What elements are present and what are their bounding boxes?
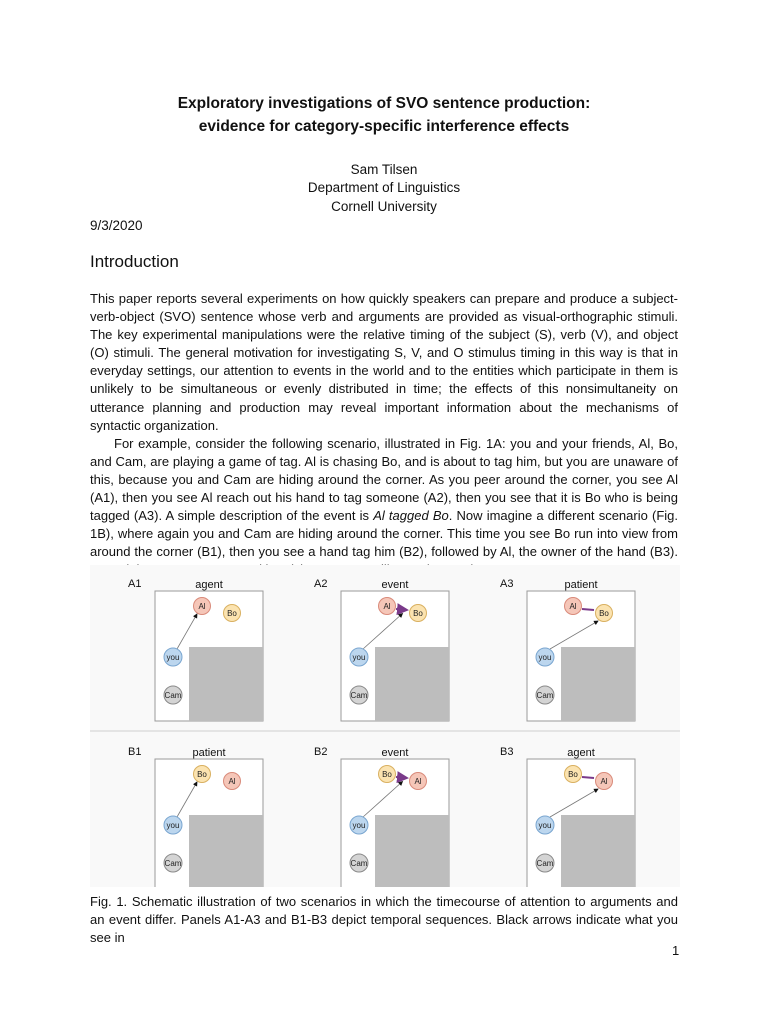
panel-b1-bo-text: Bo [197, 770, 207, 779]
figure-1-canvas [90, 565, 680, 887]
panel-a3-al-text: Al [569, 602, 577, 611]
panel-b3-wall [561, 815, 635, 887]
paragraph-2 [90, 435, 678, 580]
author-university: Cornell University [331, 199, 437, 214]
panel-a3-tag-arrow [582, 609, 594, 610]
panel-b1-cam-text: Cam [164, 859, 182, 868]
panel-b3-label: agent [567, 747, 595, 759]
section-heading: Introduction [90, 252, 179, 271]
panel-b1-id: B1 [128, 746, 142, 758]
panel-a1-al-text: Al [198, 602, 206, 611]
panel-a1-id: A1 [128, 578, 142, 590]
paragraph-2-part-1: For example, consider the following scenario, illustrated in Fig. 1A: you and your friends, Al, Bo, and Cam, are playing a game of tag. Al is chasing Bo, and is about to tag him, but you are unaware of this, because you and Cam are hiding around the corner. As you peer around the corner, you see Al (A1), then you see Al reach out his hand to tag someone (A2), then you see that it is Bo who is being tagged (A3). A simple description of the event is [90, 435, 678, 524]
paper-title-line-2: evidence for category-specific interference effects [198, 118, 570, 135]
panel-b1-al-text: Al [228, 777, 236, 786]
panel-a3-label: patient [564, 579, 598, 591]
panel-b2-al-text: Al [414, 777, 422, 786]
panel-b2-id: B2 [314, 746, 328, 758]
panel-a2-tag-arrow [396, 609, 407, 610]
panel-b3-id: B3 [500, 746, 514, 758]
panel-a2-wall [375, 647, 449, 721]
panel-a1-label: agent [195, 579, 223, 591]
panel-b3-you-text: you [538, 821, 552, 830]
author-department: Department of Linguistics [307, 180, 461, 195]
panel-b3-bo-text: Bo [568, 770, 578, 779]
paper-date: 9/3/2020 [90, 218, 143, 233]
panel-a2-id: A2 [314, 578, 328, 590]
panel-b3-cam-text: Cam [536, 859, 554, 868]
panel-a1-cam-text: Cam [164, 691, 182, 700]
panel-b3-al-text: Al [600, 777, 608, 786]
panel-a3-wall [561, 647, 635, 721]
author-name: Sam Tilsen [350, 162, 418, 177]
panel-b2-label: event [381, 747, 409, 759]
panel-a2-cam-text: Cam [350, 691, 368, 700]
panel-a3-id: A3 [500, 578, 514, 590]
paragraph-2-emphasis-1: Al tagged Bo [373, 508, 449, 524]
paragraph-1: This paper reports several experiments on how quickly speakers can prepare and produce a subject-verb-object (SVO) sentence whose verb and arguments are provided as visual-orthographic stimuli. The key experimental manipulations were the relative timing of the subject (S), verb (V), and object (O) stimuli. The general motivation for investigating S, V, and O stimulus timing in this way is that in everyday settings, our attention to events in the world and to the entities which participate in them is unlikely to be simultaneous or evenly distributed in time; the effects of this nonsimultaneity on utterance planning and production may reveal important information about the mechanisms of syntactic organization. [90, 291, 678, 433]
panel-a2-you-text: you [352, 653, 366, 662]
panel-b3-tag-arrow [582, 777, 594, 778]
panel-a2-label: event [381, 579, 409, 591]
figure-1 [90, 565, 680, 887]
panel-a3-bo-text: Bo [599, 609, 609, 618]
intro-body [90, 290, 678, 580]
panel-b2-tag-arrow [396, 777, 407, 778]
panel-a1-bo-text: Bo [227, 609, 237, 618]
figure-caption: Fig. 1. Schematic illustration of two scenarios in which the timecourse of attention to arguments and an event differ. Panels A1-A3 and B1-B3 depict temporal sequences. Black arrows indicate what you see in [90, 894, 678, 946]
panel-b2-cam-text: Cam [350, 859, 368, 868]
panel-b1-label: patient [192, 747, 226, 759]
panel-a3-you-text: you [538, 653, 552, 662]
paragraph-2-part-2: . Now imagine a different scenario (Fig. 1B), where again you and Cam are hiding around the corner. This time you see Bo run into view from around the corner (B1), then you see a hand tag him (B2), followed by Al, the owner of the hand (B3). [90, 508, 679, 560]
panel-b1-wall [189, 815, 263, 887]
panel-b1-you-text: you [166, 821, 180, 830]
panel-b2-bo-text: Bo [382, 770, 392, 779]
panel-a1-you-text: you [166, 653, 180, 662]
panel-b2-you-text: you [352, 821, 366, 830]
paper-title-line-1: Exploratory investigations of SVO sentence production: [177, 95, 591, 112]
panel-a3-cam-text: Cam [536, 691, 554, 700]
panel-a1-wall [189, 647, 263, 721]
panel-b2-wall [375, 815, 449, 887]
page-number: 1 [672, 943, 680, 958]
panel-a2-bo-text: Bo [413, 609, 423, 618]
panel-a2-al-text: Al [383, 602, 391, 611]
